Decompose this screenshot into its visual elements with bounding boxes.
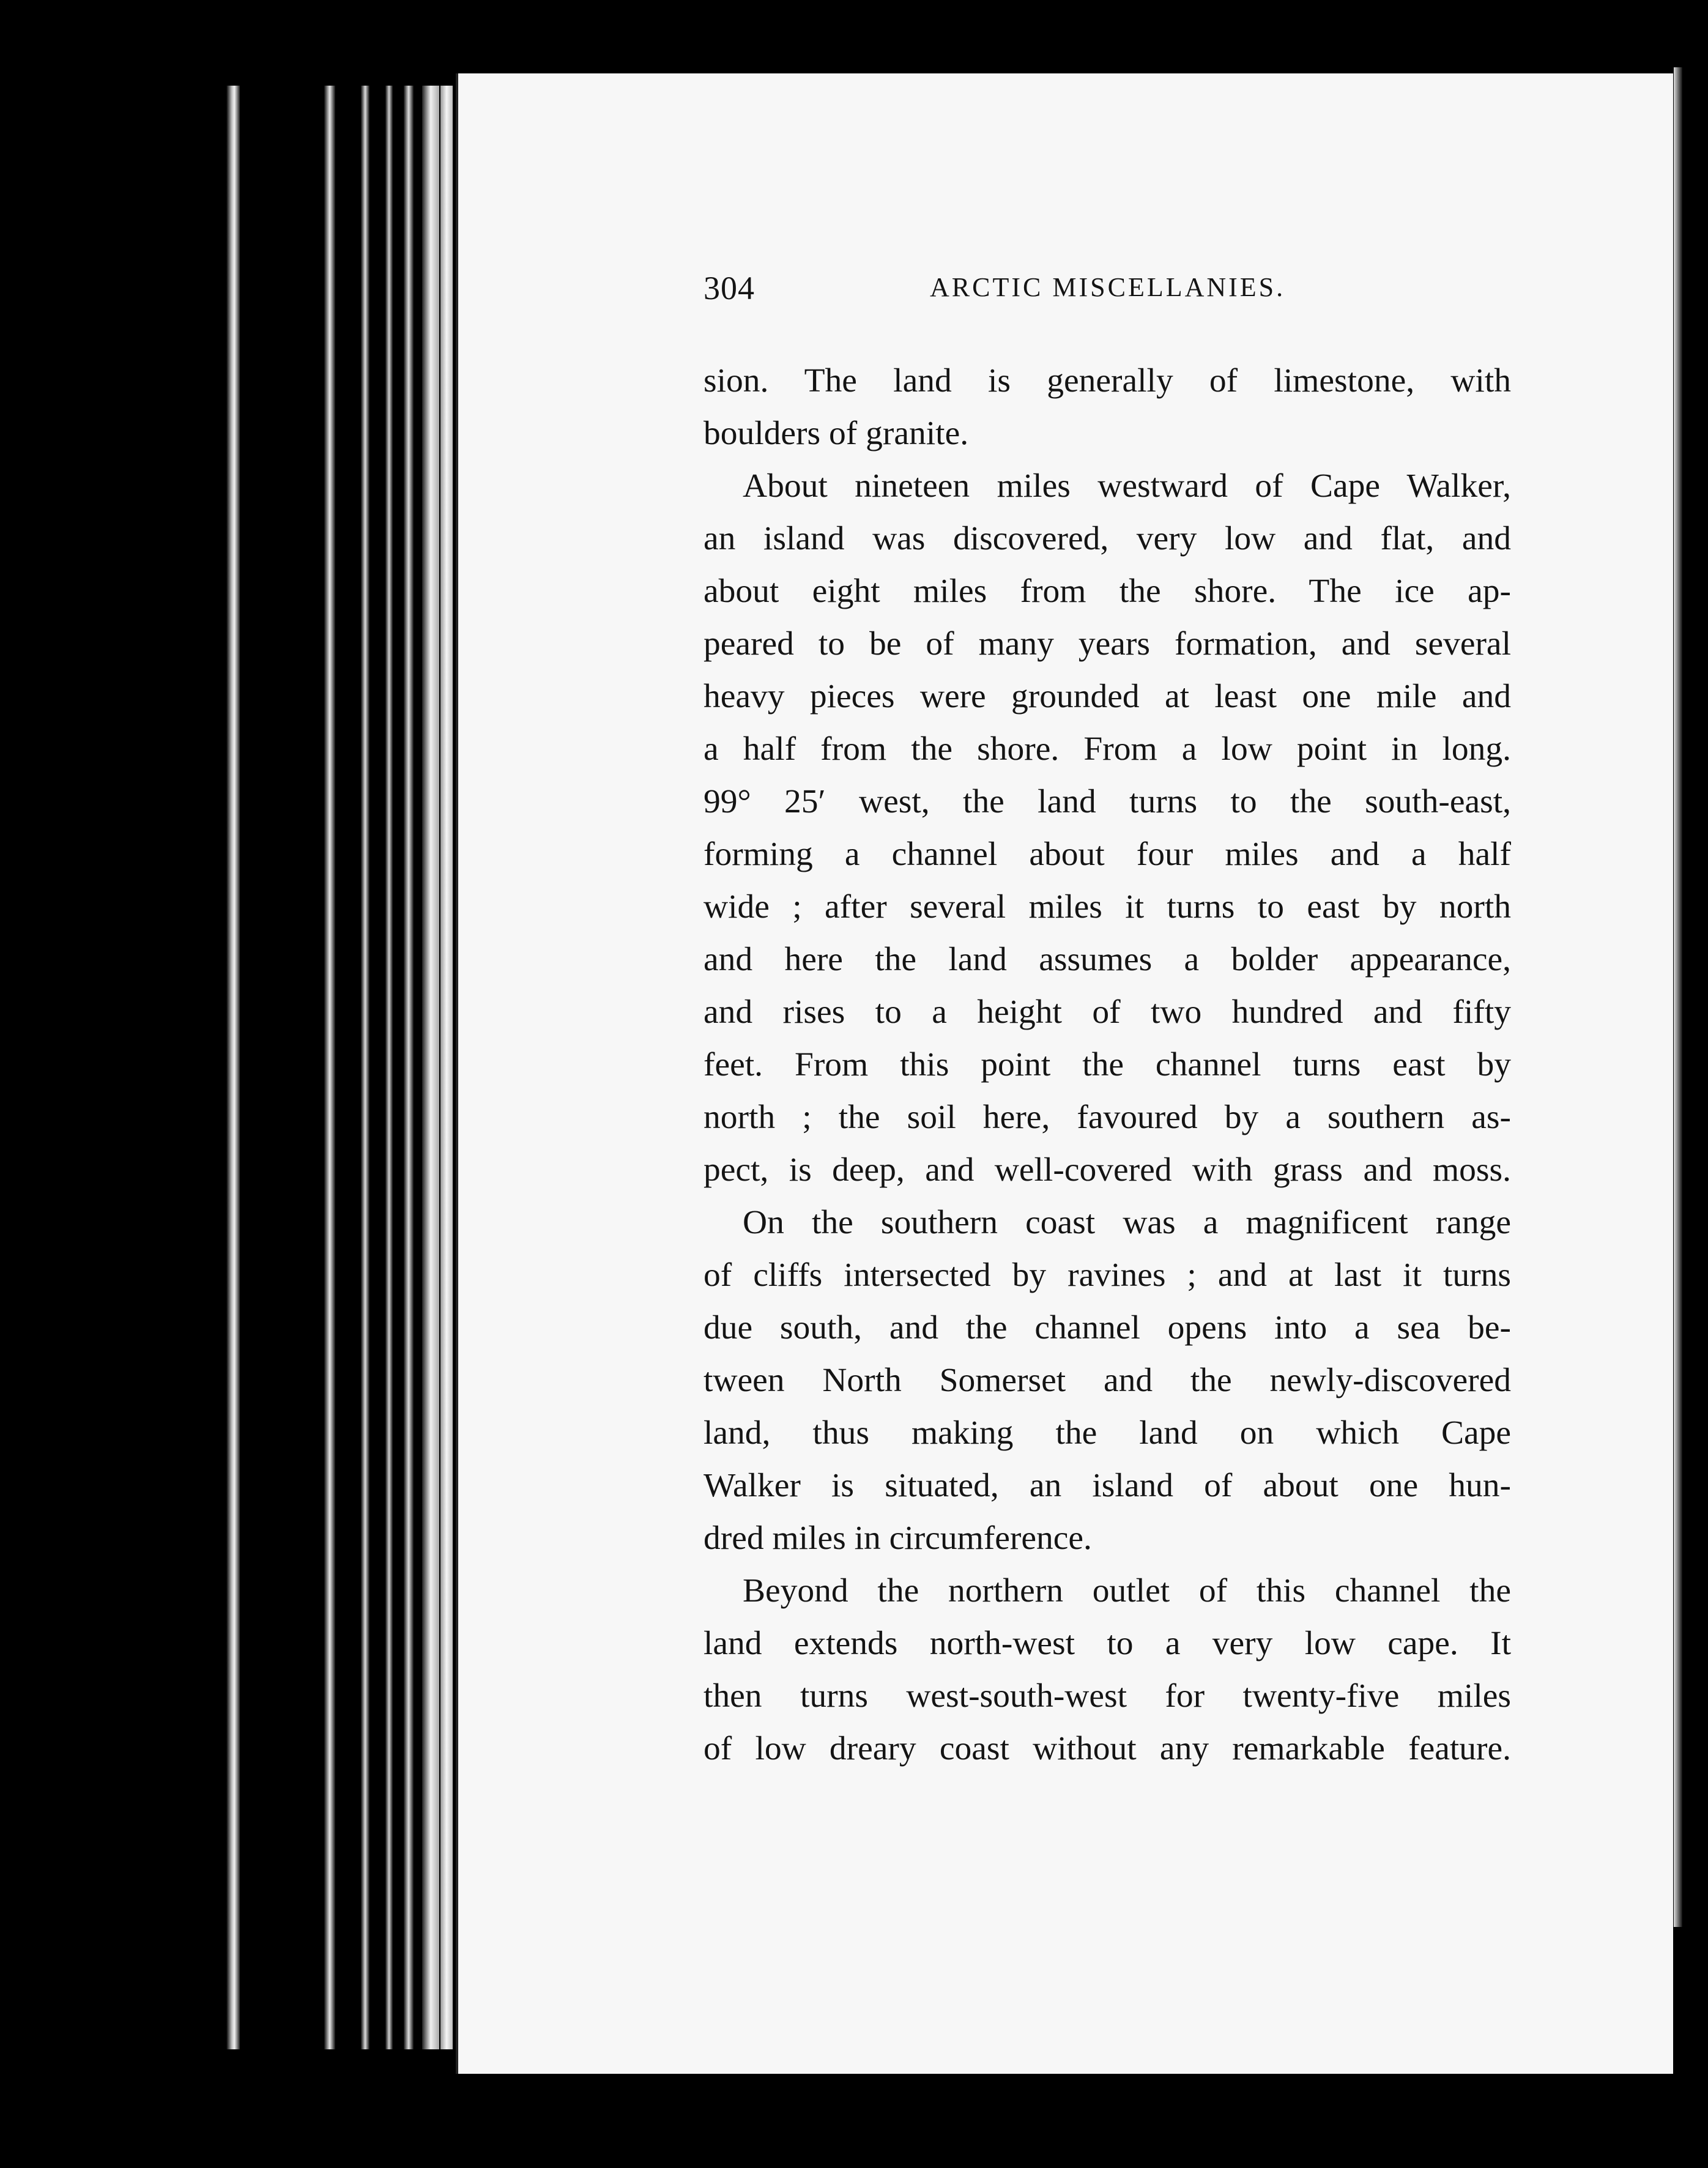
- page-number: 304: [704, 270, 755, 306]
- text-line: Beyond the northern outlet of this channel the: [743, 1572, 1511, 1609]
- text-line: due south, and the channel opens into a sea be-: [704, 1309, 1511, 1346]
- text-line: heavy pieces were grounded at least one mile and: [704, 678, 1511, 715]
- text-line: dred miles in circumference.: [704, 1520, 1092, 1557]
- book-page-edge: [422, 86, 439, 2049]
- book-page-edge: [385, 86, 393, 2049]
- text-line: north ; the soil here, favoured by a southern as-: [704, 1099, 1511, 1136]
- page-text-block: [704, 269, 1511, 1775]
- text-line: and here the land assumes a bolder appearance,: [704, 941, 1511, 978]
- text-line: peared to be of many years formation, and several: [704, 625, 1511, 663]
- book-page-edge: [226, 86, 240, 2049]
- text-line: Walker is situated, an island of about one hun-: [704, 1467, 1511, 1504]
- text-line: wide ; after several miles it turns to east by north: [704, 888, 1511, 926]
- text-line: about eight miles from the shore. The ice ap-: [704, 573, 1511, 610]
- text-line: forming a channel about four miles and a half: [704, 836, 1511, 873]
- text-line: land extends north-west to a very low cape. It: [704, 1625, 1511, 1662]
- text-line: a half from the shore. From a low point in long.: [704, 730, 1511, 768]
- text-line: 99° 25′ west, the land turns to the south-east,: [704, 783, 1511, 820]
- text-line: feet. From this point the channel turns east by: [704, 1046, 1511, 1083]
- page-header: [704, 269, 1511, 318]
- text-line: and rises to a height of two hundred and fifty: [704, 993, 1511, 1031]
- text-line: land, thus making the land on which Cape: [704, 1414, 1511, 1452]
- text-line: an island was discovered, very low and flat, and: [704, 520, 1511, 557]
- text-line: sion. The land is generally of limestone, with: [704, 362, 1511, 399]
- text-line: boulders of granite.: [704, 415, 969, 452]
- text-line: About nineteen miles westward of Cape Walker,: [743, 467, 1511, 505]
- facing-page-edge: [1674, 67, 1682, 1927]
- book-page-edge: [440, 86, 453, 2049]
- text-line: pect, is deep, and well-covered with grass and moss.: [704, 1151, 1511, 1189]
- text-line: tween North Somerset and the newly-discovered: [704, 1362, 1511, 1399]
- running-title: ARCTIC MISCELLANIES.: [930, 272, 1286, 302]
- book-page-edge: [404, 86, 414, 2049]
- book-page-edge: [324, 86, 335, 2049]
- text-line: of low dreary coast without any remarkable feature.: [704, 1730, 1511, 1767]
- text-line: of cliffs intersected by ravines ; and at last it turns: [704, 1257, 1511, 1294]
- book-page-edge: [361, 86, 369, 2049]
- text-line: On the southern coast was a magnificent range: [743, 1204, 1511, 1241]
- text-line: then turns west-south-west for twenty-five miles: [704, 1677, 1511, 1715]
- body-text: [704, 355, 1511, 1775]
